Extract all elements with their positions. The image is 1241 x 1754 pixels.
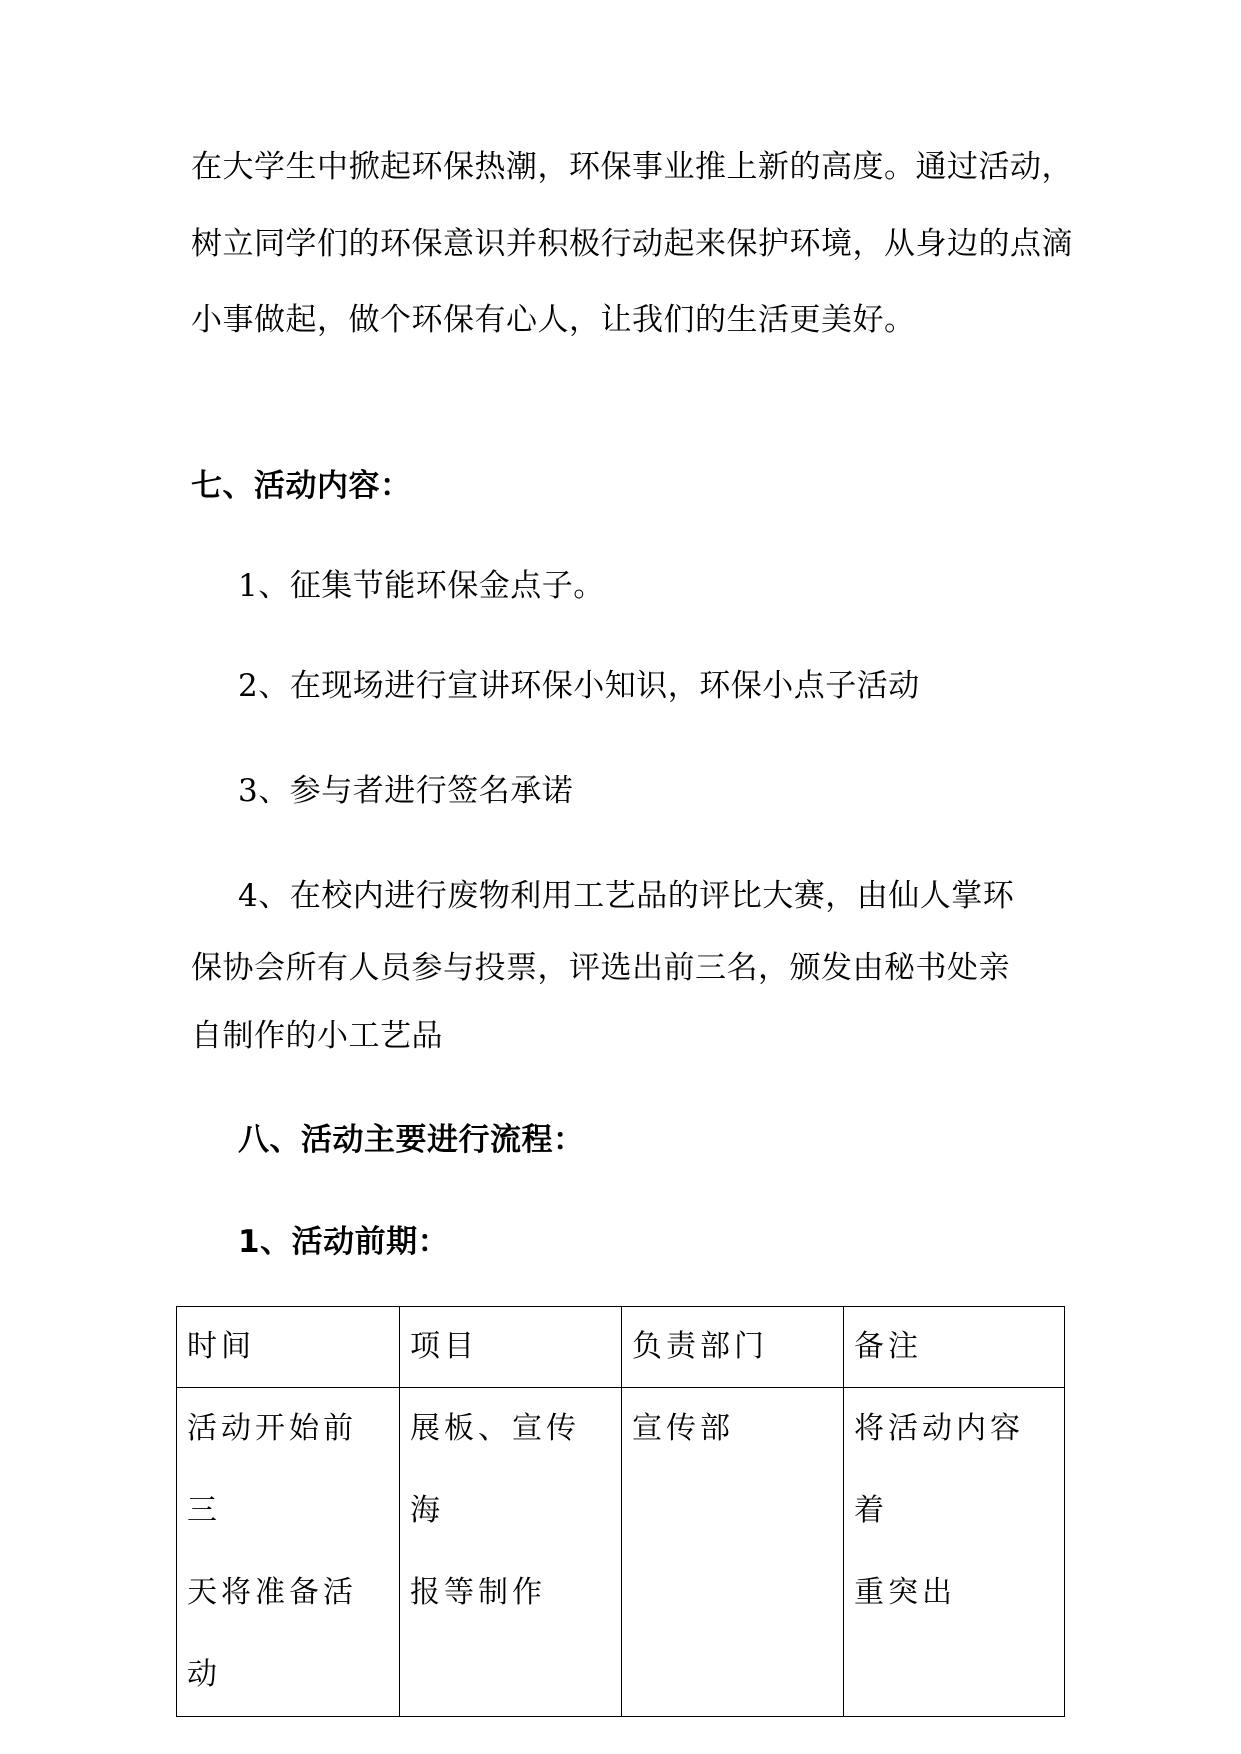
subsection-heading: 1、活动前期： xyxy=(238,1224,450,1260)
table-cell-note xyxy=(844,1388,1065,1717)
cell-line: 将活动内容着 xyxy=(854,1411,1024,1528)
list-item: 2、在现场进行宣讲环保小知识，环保小点子活动 xyxy=(238,668,920,704)
table-header-cell: 负责部门 xyxy=(622,1307,844,1388)
list-item: 1、征集节能环保金点子。 xyxy=(238,568,605,604)
table-header-cell: 时间 xyxy=(177,1307,400,1388)
paragraph-line: 树立同学们的环保意识并积极行动起来保护环境，从身边的点滴 xyxy=(191,226,1073,262)
cell-line: 报等制作 xyxy=(410,1575,546,1610)
paragraph-line: 小事做起，做个环保有心人，让我们的生活更美好。 xyxy=(191,302,916,338)
section-heading: 八、活动主要进行流程： xyxy=(238,1122,585,1158)
list-item-continuation: 保协会所有人员参与投票，评选出前三名，颁发由秘书处亲 xyxy=(191,950,1010,986)
table-header-row xyxy=(177,1307,1065,1388)
table-cell-time xyxy=(177,1388,400,1717)
table-header-cell: 备注 xyxy=(844,1307,1065,1388)
list-item: 4、在校内进行废物利用工艺品的评比大赛，由仙人掌环 xyxy=(238,878,1015,914)
cell-line: 活动开始前三 xyxy=(187,1411,357,1528)
cell-line: 天将准备活动 xyxy=(187,1575,357,1692)
table-cell-dept xyxy=(622,1388,844,1717)
schedule-table xyxy=(176,1306,1065,1717)
table-header-cell: 项目 xyxy=(400,1307,622,1388)
cell-line: 重突出 xyxy=(854,1575,956,1610)
section-heading: 七、活动内容： xyxy=(191,468,412,504)
list-item-continuation: 自制作的小工艺品 xyxy=(191,1018,443,1054)
cell-line: 展板、宣传海 xyxy=(410,1411,580,1528)
table-cell-item xyxy=(400,1388,622,1717)
list-item: 3、参与者进行签名承诺 xyxy=(238,773,574,809)
cell-line: 宣传部 xyxy=(632,1411,734,1446)
table-row xyxy=(177,1388,1065,1717)
paragraph-line: 在大学生中掀起环保热潮，环保事业推上新的高度。通过活动， xyxy=(191,149,1073,185)
